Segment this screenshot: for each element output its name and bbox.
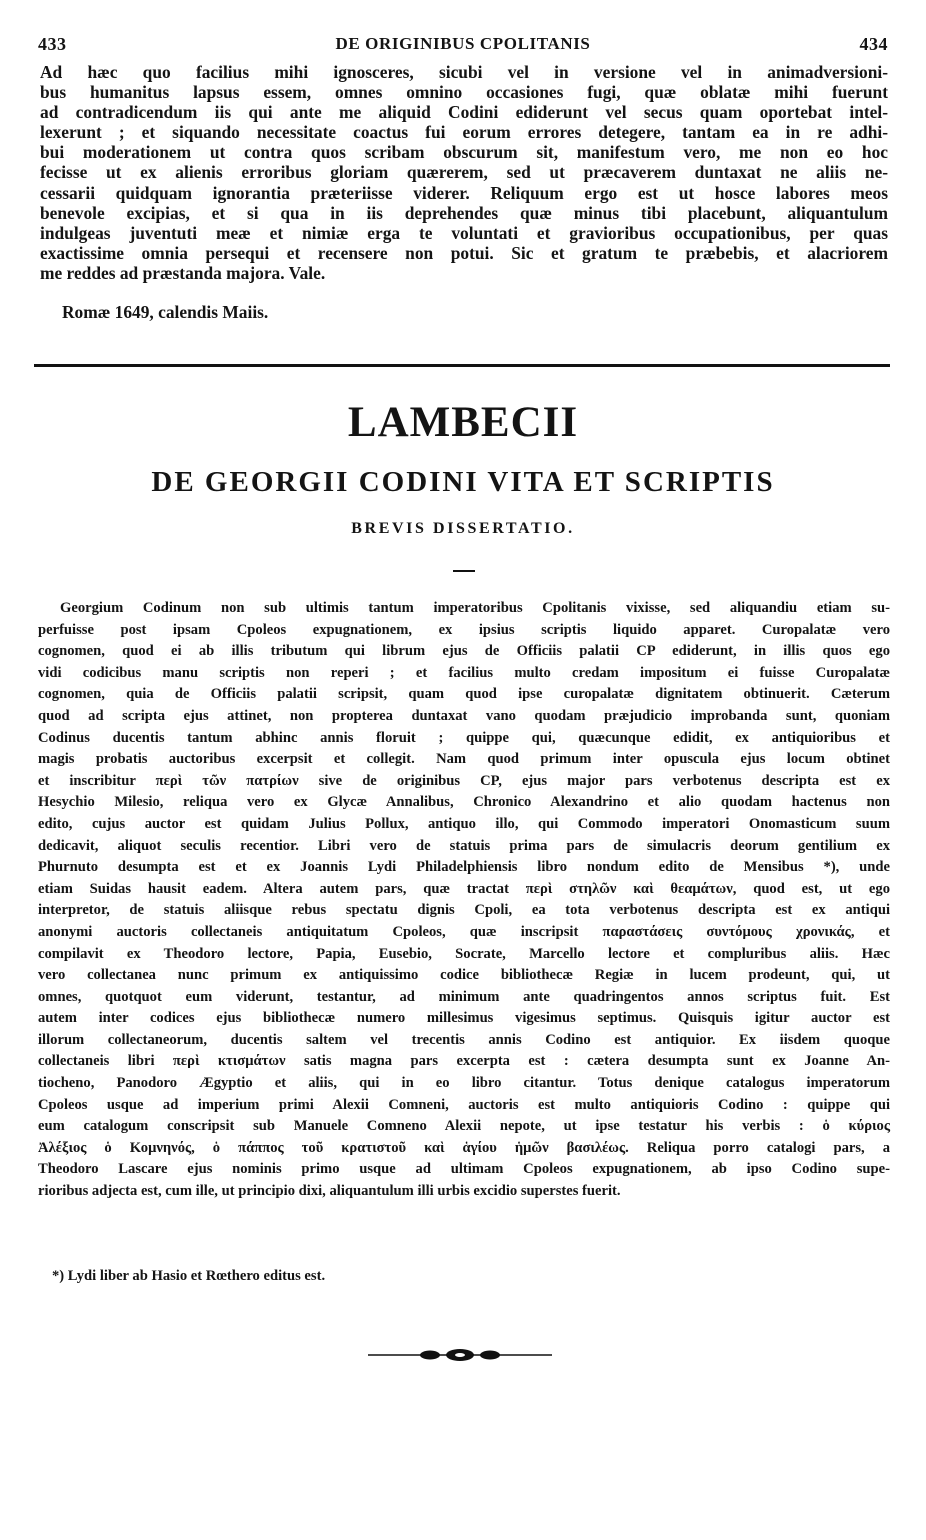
- text-line: lexerunt ; et siquando necessitate coactus fui eorum errores detegere, tantam ea in re adhi-: [40, 122, 888, 143]
- page-number-right: 434: [859, 34, 888, 54]
- text-line: Ἀλέξιος ὁ Κομνηνός, ὁ πάππος τοῦ κρατιστοῦ καὶ ἁγίου ἡμῶν βασιλέως. Reliqua porro catalogi pars, a: [38, 1139, 890, 1156]
- text-line: me reddes ad præstanda majora. Vale.: [40, 262, 326, 283]
- text-line: compilavit ex Theodoro lectore, Papia, Eusebio, Socrate, Marcello lectore et compluribus aliis. Hæc: [38, 945, 890, 962]
- text-line: etiam Suidas hausit eadem. Altera autem pars, quæ tractat περὶ στηλῶν καὶ θεαμάτων, quod est, ut ego: [38, 880, 890, 897]
- text-line: omnes, quotquot eum viderunt, testantur, ad minimum ante quadringentos annos scriptus fuit. Est: [38, 988, 890, 1005]
- text-line: cessarii quidquam ignorantia præteriisse viderer. Reliquum ergo est ut hosce labores meos: [40, 182, 888, 203]
- section-subsubtitle: BREVIS DISSERTATIO.: [351, 520, 575, 537]
- page-number-left: 433: [38, 34, 67, 54]
- text-line: Theodoro Lascare ejus nominis primo usque ad ultimam Cpoleos expugnationem, ab ipso Codino supe-: [38, 1161, 890, 1178]
- text-line: vero collectanea nunc primum ex antiquissimo codice bibliothecæ Regiæ in lucem prodeunt, qui, ut: [38, 967, 890, 984]
- text-line: edito, cujus auctor est quidam Julius Pollux, antiquo illo, qui Commodo imperatori Onomasticum suum: [38, 815, 890, 832]
- text-line: et inscribitur περὶ τῶν πατρίων sive de originibus CP, ejus major pars verbotenus descripta est ex: [38, 772, 890, 789]
- text-line: dedicavit, aliquot seculis recentior. Libri vero de statuis prima pars de simulacris deorum gentilium ex: [38, 837, 890, 854]
- text-line: Codinus ducentis tantum abhinc annis floruit ; quippe qui, quæcunque edidit, ex antiquioribus et: [38, 729, 890, 746]
- footnote: *) Lydi liber ab Hasio et Rœthero editus est.: [52, 1268, 326, 1284]
- text-line: cognomen, quia de Officiis palatii scripsit, quam quod ipse curopalatæ dignitatem obtinuerit. Cæterum: [38, 686, 890, 703]
- text-line: rioribus adjecta est, cum ille, ut principio dixi, aliquantulum illi urbis excidio superstes fuerit.: [38, 1183, 621, 1200]
- text-line: benevole excipias, et si qua in iis deprehendes quæ minus tibi placebunt, aliquantulum: [40, 202, 888, 223]
- text-line: interpretor, de statuis aliisque rebus spectatu dignis Cpoli, ea tota verbotenus descripta est ex antiqui: [38, 902, 890, 919]
- text-line: eum catalogum conscripsit sub Manuele Comneno Alexii nepote, ut ipse testatur his verbis : ὁ κύριος: [38, 1118, 890, 1135]
- dateline: Romæ 1649, calendis Maiis.: [62, 302, 269, 322]
- running-header: [38, 34, 888, 56]
- text-line: fecisse ut ex alienis erroribus gloriam quærerem, sed ut præcaverem duntaxat ne aliis ne-: [40, 162, 888, 183]
- text-line: Hesychio Milesio, reliqua vero ex Glycæ Annalibus, Chronico Alexandrino et alio quodam hactenus non: [38, 794, 890, 811]
- title-dash: [453, 570, 475, 572]
- text-line: illorum collectaneorum, ducentis saltem vel trecentis annis Codino est antiquior. Ex iisdem quoque: [38, 1031, 890, 1048]
- text-line: magis probatis auctoribus excerpsit et collegit. Nam quod primum inter opuscula ejus locum obtinet: [38, 751, 890, 768]
- section-subtitle: DE GEORGII CODINI VITA ET SCRIPTIS: [151, 466, 775, 498]
- text-line: Georgium Codinum non sub ultimis tantum imperatoribus Cpolitanis vixisse, sed aliquandiu etiam su-: [60, 600, 890, 616]
- text-line: Ad hæc quo facilius mihi ignosceres, sicubi vel in versione vel in animadversioni-: [40, 62, 888, 82]
- text-line: tiocheno, Panodoro Ægyptio et aliis, qui in eo libro citantur. Totus denique catalogus imperatorum: [38, 1075, 890, 1092]
- text-line: quod ad scripta ejus attinet, non propterea duntaxat vano quodam præjudicio improbanda sunt, quoniam: [38, 707, 890, 724]
- section-divider: [34, 364, 890, 367]
- text-line: exactissime omnia persequi et recensere non potui. Sic et gratum te præbebis, et alacriorem: [40, 242, 888, 263]
- text-line: ad contradicendum iis qui ante me aliquid Codini ediderunt vel secus quam oportebat intel-: [40, 102, 888, 123]
- text-line: indulgeas juventuti meæ et nimiæ erga te voluntati et gravioribus occupationibus, per quas: [40, 222, 888, 243]
- text-line: bui moderationem ut contra quos scribam obscurum sit, manifestum vero, me non eo hoc: [40, 142, 888, 163]
- text-line: cognomen, quod ei ab illis tributum qui librum ejus de Officiis palatii CP ediderunt, in illis quos ego: [38, 643, 890, 660]
- text-line: perfuisse post ipsam Cpoleos expugnationem, ex ipsius scriptis liquido apparet. Curopalatæ vero: [38, 621, 890, 638]
- text-line: anonymi auctoris collectaneis antiquitatum Cpoleos, quæ inscripsit παραστάσεις συντόμους χρονικάς, et: [38, 923, 890, 940]
- text-line: autem inter codices ejus bibliothecæ numero millesimus vigesimus septimus. Quisquis igitur auctor est: [38, 1010, 890, 1027]
- tailpiece-ornament: [368, 1348, 552, 1362]
- section-title: LAMBECII: [347, 399, 579, 446]
- text-line: Cpoleos usque ad imperium primi Alexii Comneni, auctoris est multo antiquioris Codino : quippe qui: [38, 1096, 890, 1113]
- text-line: bus humanitus lapsus essem, omnes omnino occasiones fugi, quæ oblatæ mihi fuerunt: [40, 82, 888, 103]
- preface-paragraph: [40, 62, 888, 283]
- text-line: vidi codicibus manu scriptis non reperi ; et facilius multo credam impositum ei fuisse Curopalatæ: [38, 664, 890, 681]
- running-title: DE ORIGINIBUS CPOLITANIS: [335, 34, 591, 53]
- text-line: collectaneis libri περὶ κτισμάτων satis magna pars excerpta est : cætera desumpta sunt ex Joanne An-: [38, 1053, 890, 1070]
- dissertation-paragraph: [38, 598, 890, 1203]
- text-line: Phurnuto desumpta est et ex Joannis Lydi Philadelphiensis libro nondum edito de Mensibus *), unde: [38, 859, 890, 876]
